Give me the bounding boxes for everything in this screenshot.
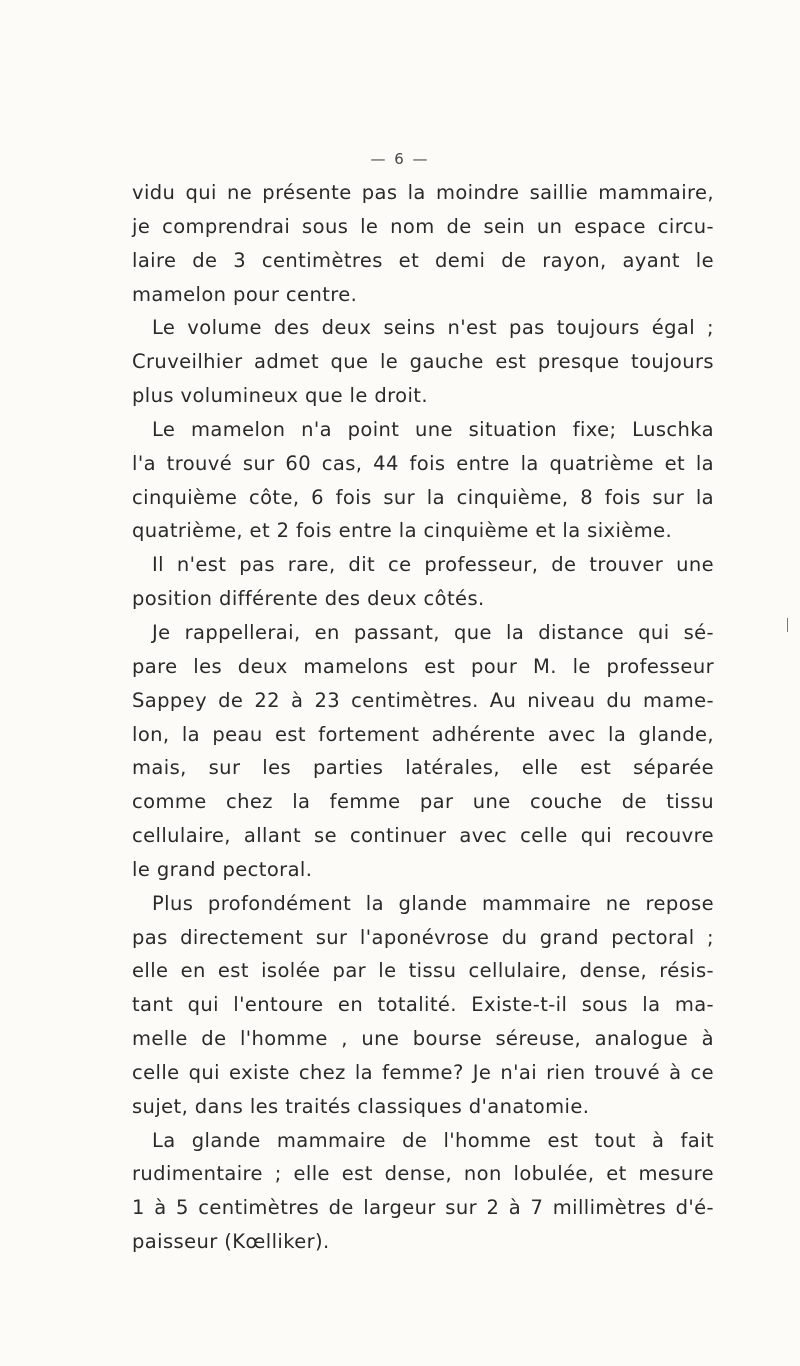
text-line: comme chez la femme par une couche de tissu xyxy=(132,790,714,814)
text-line: laire de 3 centimètres et demi de rayon, ayant le xyxy=(132,248,714,272)
text-line: celle qui existe chez la femme? Je n'ai rien trouvé à ce xyxy=(132,1060,714,1084)
text-line: mamelon pour centre. xyxy=(132,282,358,306)
body-text xyxy=(132,176,714,1259)
text-line: position différente des deux côtés. xyxy=(132,587,485,611)
text-line: l'a trouvé sur 60 cas, 44 fois entre la quatrième et la xyxy=(132,451,714,475)
text-line: je comprendrai sous le nom de sein un espace circu- xyxy=(132,214,714,238)
margin-mark xyxy=(787,618,788,632)
text-line: Plus profondément la glande mammaire ne repose xyxy=(152,891,714,915)
text-line: cinquième côte, 6 fois sur la cinquième, 8 fois sur la xyxy=(132,485,714,509)
text-line: paisseur (Kœlliker). xyxy=(132,1230,330,1254)
text-line: tant qui l'entoure en totalité. Existe-t-il sous la ma- xyxy=(132,993,714,1017)
text-line: cellulaire, allant se continuer avec celle qui recouvre xyxy=(132,824,714,848)
text-line: 1 à 5 centimètres de largeur sur 2 à 7 millimètres d'é- xyxy=(132,1196,714,1220)
text-line: Cruveilhier admet que le gauche est presque toujours xyxy=(132,350,714,374)
text-line: Je rappellerai, en passant, que la distance qui sé- xyxy=(152,620,714,644)
text-line: pare les deux mamelons est pour M. le professeur xyxy=(132,654,714,678)
text-line: vidu qui ne présente pas la moindre saillie mammaire, xyxy=(132,181,714,204)
text-line: La glande mammaire de l'homme est tout à fait xyxy=(152,1128,714,1152)
text-line: mais, sur les parties latérales, elle est séparée xyxy=(132,756,714,780)
text-line: melle de l'homme , une bourse séreuse, analogue à xyxy=(132,1027,714,1051)
text-line: pas directement sur l'aponévrose du grand pectoral ; xyxy=(132,925,714,949)
text-line: elle en est isolée par le tissu cellulaire, dense, résis- xyxy=(132,959,714,983)
text-line: rudimentaire ; elle est dense, non lobulée, et mesure xyxy=(132,1162,714,1186)
text-line: Le mamelon n'a point une situation fixe; Luschka xyxy=(152,417,714,441)
page-number-header: — 6 — xyxy=(370,150,430,168)
text-line: sujet, dans les traités classiques d'anatomie. xyxy=(132,1094,590,1118)
text-line: Le volume des deux seins n'est pas toujours égal ; xyxy=(152,316,714,340)
text-line: Sappey de 22 à 23 centimètres. Au niveau du mame- xyxy=(132,688,714,712)
text-line: quatrième, et 2 fois entre la cinquième et la sixième. xyxy=(132,519,673,543)
text-line: lon, la peau est fortement adhérente avec la glande, xyxy=(132,722,714,746)
text-line: plus volumineux que le droit. xyxy=(132,384,428,408)
text-line: Il n'est pas rare, dit ce professeur, de trouver une xyxy=(152,553,714,577)
text-line: le grand pectoral. xyxy=(132,857,313,881)
